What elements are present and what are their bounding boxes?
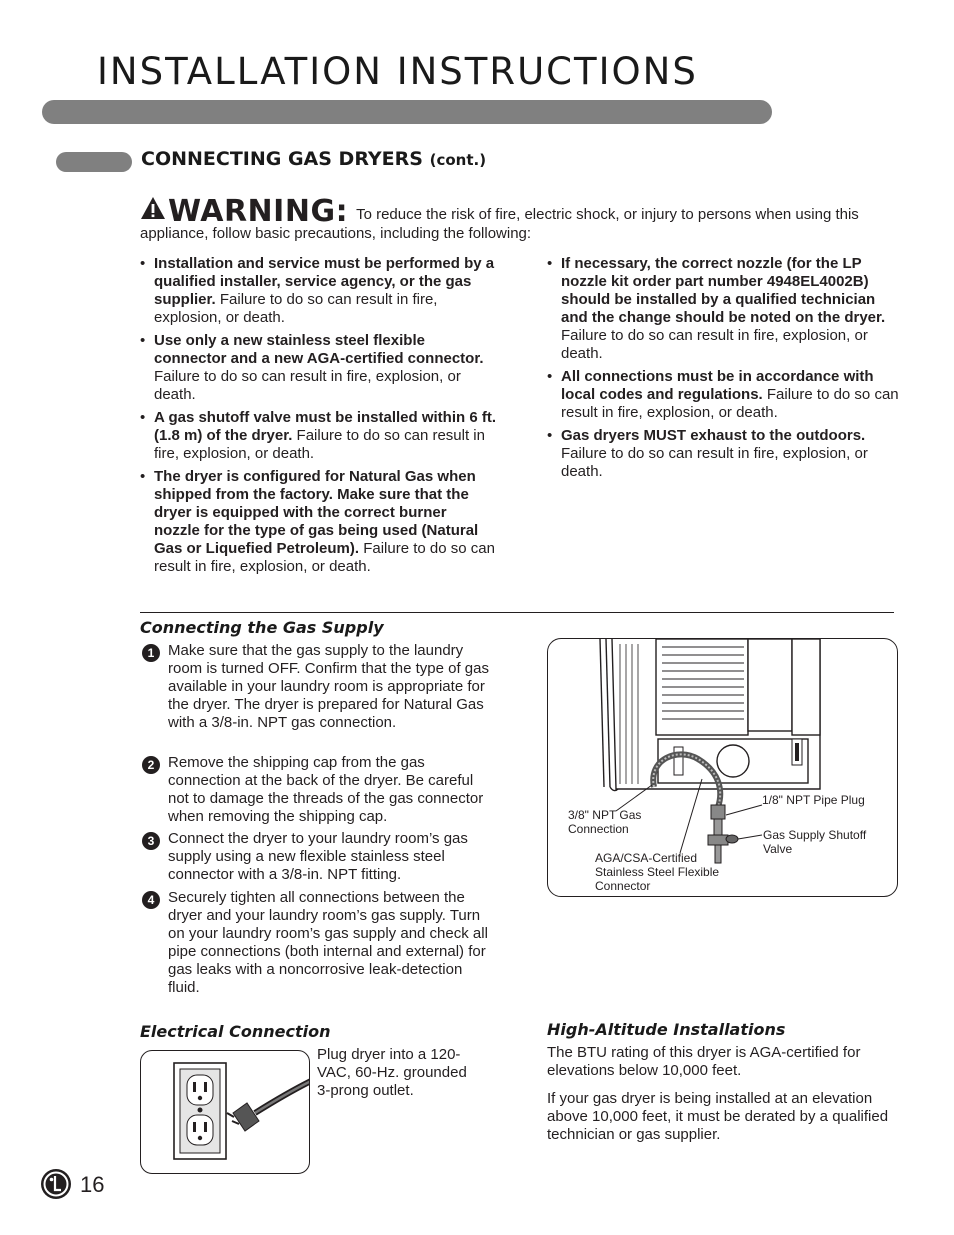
step-number: 3 (142, 832, 160, 850)
warning-item (140, 409, 496, 463)
bullet-icon: • (140, 332, 146, 349)
warning-item (547, 368, 902, 422)
warning-item-text: Failure to do so can result in fire, explosion, or death. (154, 540, 495, 575)
section-title: CONNECTING GAS DRYERS (141, 148, 423, 170)
bullet-icon: • (140, 409, 146, 426)
warning-intro-text: To reduce the risk of fire, electric shock, or injury to persons when using this appliance, follow basic precautions, including the following: (140, 206, 859, 242)
bullet-icon: • (140, 468, 146, 485)
warning-list-left (140, 255, 496, 581)
gas-shutoff-valve-label: Gas Supply Shutoff Valve (763, 828, 867, 856)
warning-item-text: Failure to do so can result in fire, explosion, or death. (154, 427, 485, 462)
warning-list-right (547, 255, 902, 486)
altitude-paragraph-2: If your gas dryer is being installed at an elevation above 10,000 feet, it must be derated by a qualified technician or gas supplier. (547, 1090, 889, 1143)
warning-item-text: Failure to do so can result in fire, explosion, or death. (154, 368, 461, 403)
gas-supply-heading: Connecting the Gas Supply (140, 618, 384, 637)
altitude-heading: High-Altitude Installations (547, 1020, 786, 1039)
bullet-icon: • (140, 255, 146, 272)
section-pill (56, 152, 132, 172)
npt-pipe-plug-label: 1/8" NPT Pipe Plug (762, 793, 865, 807)
gas-step-4 (140, 889, 492, 997)
altitude-paragraph-1: The BTU rating of this dryer is AGA-certified for elevations below 10,000 feet. (547, 1044, 861, 1079)
flexible-connector-label: AGA/CSA-Certified Stainless Steel Flexible Connector (595, 851, 720, 893)
gas-step-1 (140, 642, 492, 732)
warning-item-emphasis: Use only a new stainless steel flexible connector and a new AGA-certified connector. (154, 332, 484, 367)
warning-intro (140, 196, 900, 243)
warning-item (140, 332, 496, 404)
outlet-figure (140, 1050, 310, 1174)
step-text: Securely tighten all connections between the dryer and your laundry room’s gas supply. Turn on your laundry room’s gas supply and check all pipe connections (both internal and external) for gas leaks with a noncorrosive leak-detection fluid. (168, 889, 488, 996)
warning-item (547, 255, 902, 363)
step-text: Connect the dryer to your laundry room’s gas supply using a new flexible stainless steel connector with a 3/8-in. NPT fitting. (168, 830, 468, 883)
warning-item-text: Failure to do so can result in fire, explosion, or death. (154, 291, 438, 326)
warning-item-emphasis: Gas dryers MUST exhaust to the outdoors. (561, 427, 866, 444)
warning-item (140, 468, 496, 576)
title-bar (42, 100, 772, 124)
bullet-icon: • (547, 255, 553, 272)
gas-connection-figure (547, 638, 898, 897)
npt-gas-connection-label: 3/8" NPT Gas Connection (568, 808, 642, 836)
warning-triangle-icon (140, 196, 166, 225)
warning-label: WARNING: (168, 194, 349, 229)
section-divider (140, 612, 894, 613)
step-text: Remove the shipping cap from the gas connection at the back of the dryer. Be careful not to damage the threads of the gas connector when removing the shipping cap. (168, 754, 484, 825)
electrical-text: Plug dryer into a 120-VAC, 60-Hz. grounded 3-prong outlet. (317, 1046, 467, 1099)
electrical-heading: Electrical Connection (140, 1022, 331, 1041)
bullet-icon: • (547, 427, 553, 444)
warning-item-text: Failure to do so can result in fire, explosion, or death. (561, 445, 868, 480)
warning-item-emphasis: The dryer is configured for Natural Gas when shipped from the factory. Make sure that the dryer is equipped with the correct burner nozzle for the type of gas being used (Natural Gas or Liquefied Petroleum). (154, 468, 479, 557)
outlet-plug-illustration (141, 1051, 309, 1173)
step-number: 1 (142, 644, 160, 662)
warning-item-text: Failure to do so can result in fire, explosion, or death. (561, 386, 899, 421)
bullet-icon: • (547, 368, 553, 385)
gas-step-3 (140, 830, 492, 884)
section-cont: (cont.) (429, 151, 487, 169)
warning-item-emphasis: If necessary, the correct nozzle (for the LP nozzle kit order part number 4948EL4002B) should be installed by a qualified technician and the change should be noted on the dryer. (561, 255, 886, 326)
lg-logo-icon (40, 1168, 72, 1205)
warning-item (547, 427, 902, 481)
warning-item-text: Failure to do so can result in fire, explosion, or death. (561, 327, 868, 362)
warning-item (140, 255, 496, 327)
warning-item-emphasis: All connections must be in accordance with local codes and regulations. (561, 368, 874, 403)
step-text: Make sure that the gas supply to the laundry room is turned OFF. Confirm that the type of gas available in your laundry room is appropriate for the dryer. The dryer is prepared for Natural Gas with a 3/8-in. NPT gas connection. (168, 642, 489, 731)
page-title: INSTALLATION INSTRUCTIONS (97, 50, 698, 93)
step-number: 2 (142, 756, 160, 774)
warning-item-emphasis: Installation and service must be performed by a qualified installer, service agency, or the gas supplier. (154, 255, 495, 308)
step-number: 4 (142, 891, 160, 909)
section-heading (141, 148, 486, 170)
page-number: 16 (80, 1172, 105, 1197)
gas-step-2 (140, 754, 492, 826)
warning-item-emphasis: A gas shutoff valve must be installed within 6 ft. (1.8 m) of the dryer. (154, 409, 496, 444)
